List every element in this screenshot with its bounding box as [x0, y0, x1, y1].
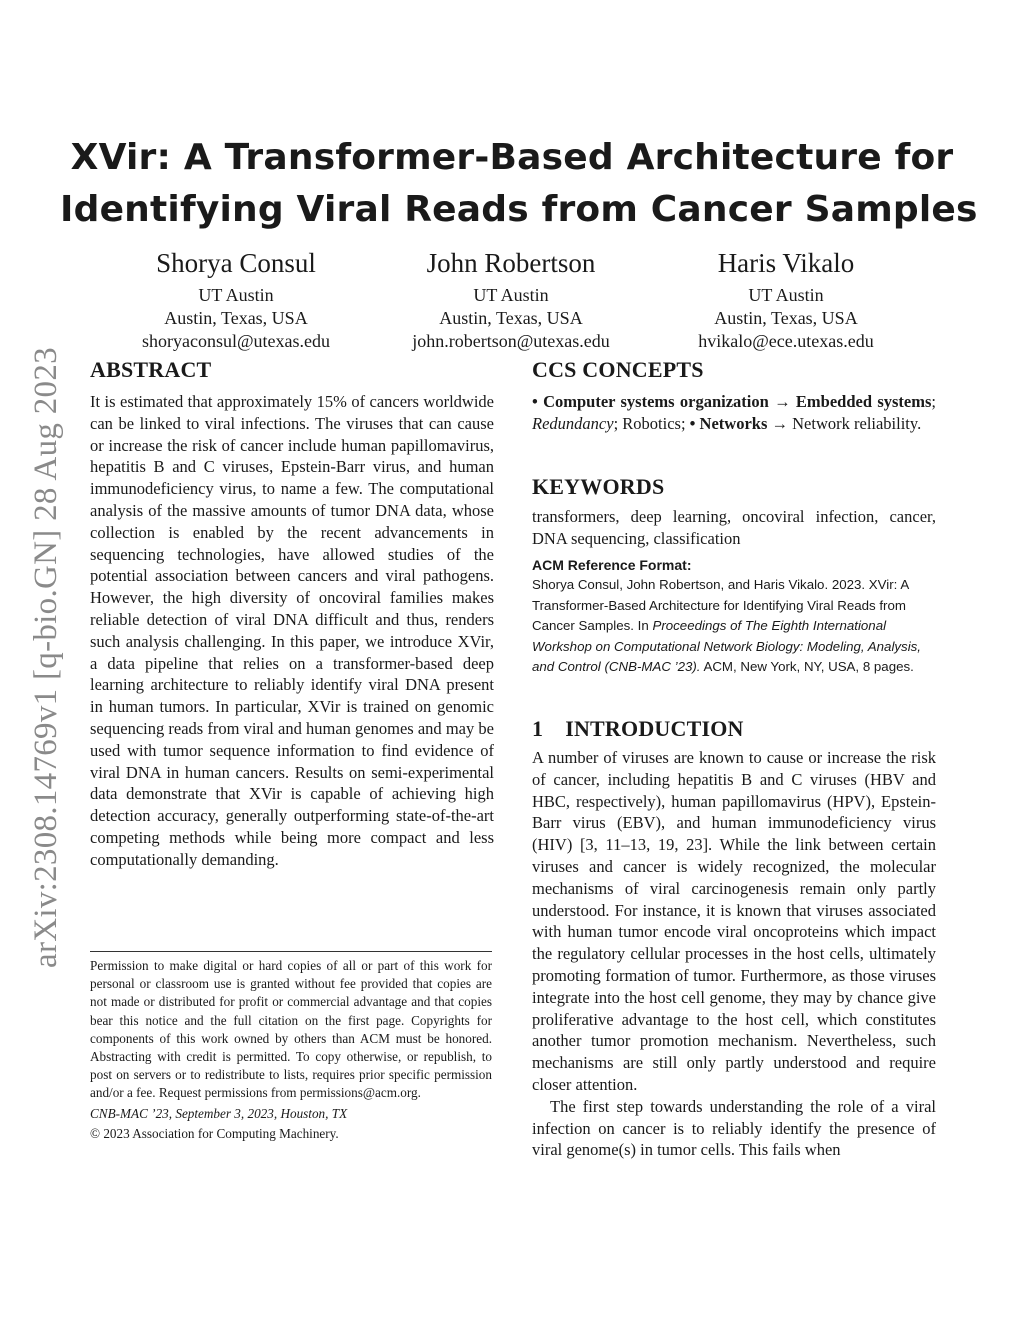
author-affiliation: UT Austin: [198, 285, 274, 305]
footnote: [90, 957, 492, 1143]
author-name: John Robertson: [426, 248, 596, 278]
intro-paragraph-2: The first step towards understanding the role of a viral infection on cancer is to reliably identify the presence of viral genome(s) in tumor cells. This fails when: [532, 1096, 936, 1160]
acm-reference-text: [532, 575, 936, 678]
footnote-divider: [90, 951, 492, 952]
ccs-concept-italic: Redundancy: [532, 414, 614, 433]
introduction-section: [532, 716, 936, 1161]
permission-notice: Permission to make digital or hard copies of all or part of this work for personal or classroom use is granted without fee provided that copies are not made or distributed for profit or commercial advantage and that copies bear this notice and the full citation on the first page. Copyrights for components of this work owned by others than ACM must be honored. Abstracting with credit is permitted. To copy otherwise, or republish, to post on servers or to redistribute to lists, requires prior specific permission and/or a fee. Request permissions from permissions@acm.org.: [90, 958, 492, 1101]
arxiv-stamp: arXiv:2308.14769v1 [q-bio.GN] 28 Aug 2023: [28, 347, 64, 968]
abstract-text: It is estimated that approximately 15% of cancers worldwide can be linked to viral infections. The viruses that can cause or increase the risk of cancer include human papillomavirus, hepatitis B and C viruses, Epstein-Barr virus, and human immunodeficiency virus, to name a few. The computational analysis of the massive amounts of tumor DNA data, whose collection is enabled by the recent advancements in sequencing technologies, have allowed studies of the potential association between cancers and viral pathogens. However, the high diversity of oncoviral families makes reliable detection of viral DNA difficult and thus, renders such analysis challenging. In this paper, we introduce XVir, a data pipeline that relies on a transformer-based deep learning architecture to reliably identify viral DNA present in human tumors. In particular, XVir is trained on genomic sequencing reads from viral and human genomes and may be used with tumor sequence information to find evidence of viral DNA in human cancers. Results on semi-experimental data demonstrate that XVir is capable of achieving high detection accuracy, generally outperforming state-of-the-art competing methods while being more compact and less computationally demanding.: [90, 392, 494, 869]
ccs-text: [532, 391, 936, 435]
ccs-concept-2: • Networks →: [689, 414, 793, 433]
author-location: Austin, Texas, USA: [164, 308, 308, 328]
author-affiliation: UT Austin: [473, 285, 549, 305]
abstract-heading: ABSTRACT: [90, 357, 212, 382]
ccs-tail: Network reliability.: [792, 414, 922, 433]
keywords-heading: KEYWORDS: [532, 474, 665, 499]
author-location: Austin, Texas, USA: [714, 308, 858, 328]
author-block-3: [636, 244, 936, 353]
author-location: Austin, Texas, USA: [439, 308, 583, 328]
author-email[interactable]: hvikalo@ece.utexas.edu: [698, 331, 874, 351]
author-block-2: [361, 244, 661, 353]
title-line-2: Identifying Viral Reads from Cancer Samples: [60, 189, 978, 230]
section-title: INTRODUCTION: [565, 716, 744, 741]
acm-reference-proceedings: Proceedings of The Eighth International Workshop on Computational Network Biology: Modeling, Analysis, and Control (CNB-MAC ’23).: [532, 618, 921, 674]
venue-line: CNB-MAC ’23, September 3, 2023, Houston, TX: [90, 1105, 348, 1121]
author-affiliation: UT Austin: [748, 285, 824, 305]
title-line-1: XVir: A Transformer-Based Architecture for: [70, 137, 954, 178]
introduction-heading: [532, 716, 936, 742]
acm-reference-section: [532, 557, 936, 678]
author-name: Shorya Consul: [156, 248, 316, 278]
acm-reference-tail: ACM, New York, NY, USA, 8 pages.: [700, 659, 914, 674]
ccs-middle: ; Robotics;: [613, 414, 690, 433]
ccs-concept-1: • Computer systems organization → Embedded systems: [532, 392, 932, 411]
intro-paragraph-1: A number of viruses are known to cause or increase the risk of cancer, including hepatitis B and C viruses (HBV and HBC, respectively), human papillomavirus (HPV), Epstein-Barr virus (EBV), and human immunodeficiency virus (HIV) [3, 11–13, 19, 23]. While the link between certain viruses and cancer is widely recognized, the molecular mechanisms of viral carcinogenesis remain only partly understood. For instance, it is known that viruses associated with human tumor encode viral oncoproteins which impact the regulatory cellular processes in the host cells, ultimately promoting formation of tumor. Furthermore, as those viruses integrate into the host cell genome, they may by chance give proliferative advantage to the host cell, which constitutes another tumor promotion mechanism. Nevertheless, such mechanisms are still only partly understood and require closer attention.: [532, 748, 936, 1094]
author-name: Haris Vikalo: [717, 248, 855, 278]
paper-title: [60, 132, 978, 236]
copyright-line: © 2023 Association for Computing Machinery.: [90, 1125, 339, 1141]
ccs-sep: ;: [931, 392, 936, 411]
acm-reference-heading: ACM Reference Format:: [532, 557, 692, 573]
abstract-section: [90, 357, 494, 871]
keywords-section: [532, 474, 936, 550]
acm-reference-authors: Shorya Consul, John Robertson, and Haris Vikalo. 2023. XVir: A Transformer-Based Architecture for Identifying Viral Reads from Cancer Samples. In: [532, 577, 909, 633]
keywords-text: transformers, deep learning, oncoviral infection, cancer, DNA sequencing, classification: [532, 507, 936, 548]
section-number: 1: [532, 716, 544, 741]
author-email[interactable]: john.robertson@utexas.edu: [412, 331, 610, 351]
author-email[interactable]: shoryaconsul@utexas.edu: [141, 331, 331, 351]
ccs-heading: CCS CONCEPTS: [532, 357, 704, 382]
author-block-1: [86, 244, 386, 353]
ccs-section: [532, 357, 936, 435]
